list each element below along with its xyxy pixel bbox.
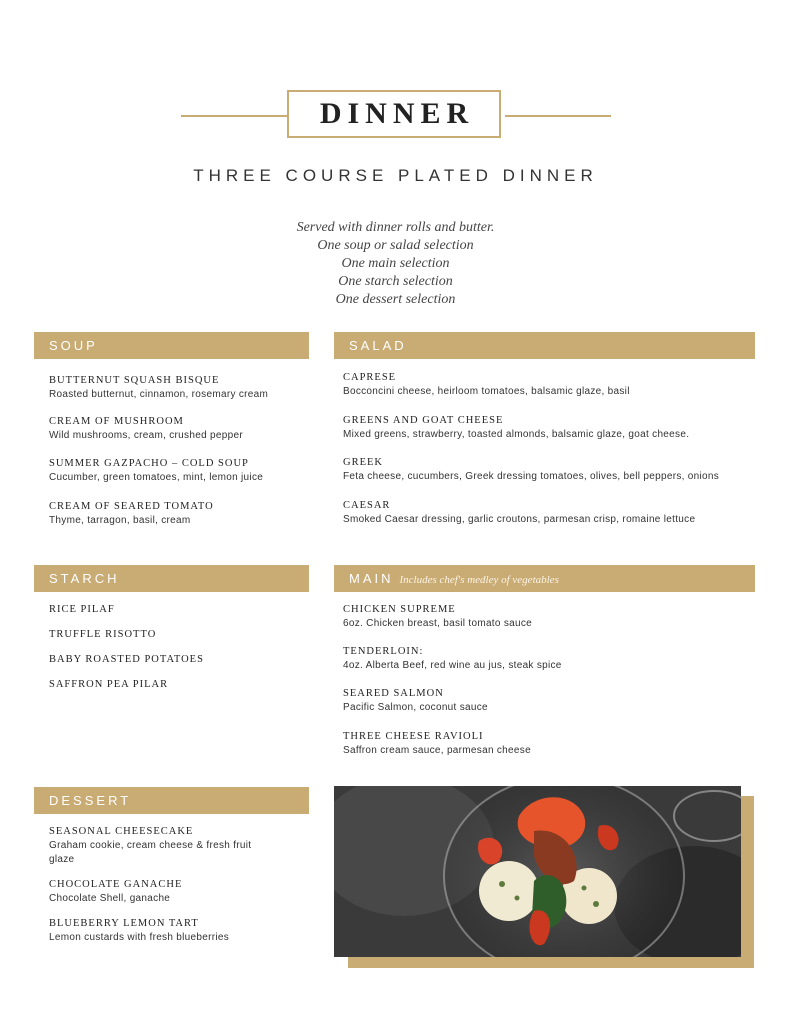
item-name: SUMMER GAZPACHO – COLD SOUP bbox=[49, 458, 249, 469]
item-desc: 4oz. Alberta Beef, red wine au jus, steak spice bbox=[343, 660, 562, 671]
title-block bbox=[181, 90, 611, 142]
item-desc: Wild mushrooms, cream, crushed pepper bbox=[49, 430, 243, 441]
item-name: CREAM OF MUSHROOM bbox=[49, 416, 184, 427]
item-desc: Lemon custards with fresh blueberries bbox=[49, 932, 230, 943]
food-photo bbox=[334, 786, 741, 957]
menu-item bbox=[49, 678, 168, 692]
title-rule-left bbox=[181, 115, 287, 117]
item-desc: Chocolate Shell, ganache bbox=[49, 893, 171, 904]
item-desc: Mixed greens, strawberry, toasted almonds, balsamic glaze, goat cheese. bbox=[343, 429, 690, 440]
section-header-dessert bbox=[34, 787, 309, 814]
menu-item bbox=[49, 825, 264, 867]
item-desc: Smoked Caesar dressing, garlic croutons, parmesan crisp, romaine lettuce bbox=[343, 514, 696, 525]
item-desc: Saffron cream sauce, parmesan cheese bbox=[343, 745, 531, 756]
section-title: MAIN bbox=[349, 571, 394, 586]
item-name: CAESAR bbox=[343, 500, 391, 511]
menu-item bbox=[343, 499, 783, 527]
title-rule-right bbox=[505, 115, 611, 117]
item-name: SEASONAL CHEESECAKE bbox=[49, 826, 194, 837]
item-desc: Pacific Salmon, coconut sauce bbox=[343, 702, 488, 713]
item-name: BABY ROASTED POTATOES bbox=[49, 654, 204, 665]
item-desc: Roasted butternut, cinnamon, rosemary cream bbox=[49, 389, 269, 400]
menu-item bbox=[49, 878, 289, 906]
menu-item bbox=[343, 603, 783, 631]
section-header-main bbox=[334, 565, 755, 592]
section-header-starch bbox=[34, 565, 309, 592]
item-name: GREENS AND GOAT CHEESE bbox=[343, 415, 504, 426]
item-name: BUTTERNUT SQUASH BISQUE bbox=[49, 375, 220, 386]
intro-line: One soup or salad selection bbox=[317, 238, 474, 253]
item-name: TRUFFLE RISOTTO bbox=[49, 629, 157, 640]
intro-line: One main selection bbox=[341, 256, 450, 271]
menu-item bbox=[49, 653, 204, 667]
menu-item bbox=[49, 415, 314, 443]
menu-item bbox=[343, 730, 783, 758]
menu-item bbox=[343, 414, 783, 442]
item-desc: Graham cookie, cream cheese & fresh fruit glaze bbox=[49, 840, 252, 865]
intro-line: One dessert selection bbox=[335, 292, 456, 307]
page-subtitle: THREE COURSE PLATED DINNER bbox=[193, 166, 598, 185]
item-name: SEARED SALMON bbox=[343, 688, 444, 699]
item-desc: Cucumber, green tomatoes, mint, lemon juice bbox=[49, 472, 264, 483]
item-desc: 6oz. Chicken breast, basil tomato sauce bbox=[343, 618, 533, 629]
item-name: THREE CHEESE RAVIOLI bbox=[343, 731, 484, 742]
menu-item bbox=[49, 917, 289, 945]
item-name: CHOCOLATE GANACHE bbox=[49, 879, 183, 890]
menu-item bbox=[343, 456, 783, 484]
item-name: CHICKEN SUPREME bbox=[343, 604, 456, 615]
menu-item bbox=[49, 374, 314, 402]
section-title: SOUP bbox=[49, 338, 98, 353]
menu-item bbox=[343, 687, 783, 715]
item-name: CREAM OF SEARED TOMATO bbox=[49, 501, 214, 512]
section-title: DESSERT bbox=[49, 793, 132, 808]
item-name: CAPRESE bbox=[343, 372, 397, 383]
caprese-glass-image bbox=[334, 786, 741, 957]
intro-text bbox=[0, 219, 791, 309]
item-name: TENDERLOIN: bbox=[343, 646, 424, 657]
item-desc: Bocconcini cheese, heirloom tomatoes, balsamic glaze, basil bbox=[343, 386, 630, 397]
menu-item bbox=[343, 645, 783, 673]
item-name: BLUEBERRY LEMON TART bbox=[49, 918, 199, 929]
menu-item bbox=[49, 457, 314, 485]
menu-item bbox=[343, 371, 783, 399]
section-note: Includes chef's medley of vegetables bbox=[399, 574, 559, 586]
item-name: RICE PILAF bbox=[49, 604, 115, 615]
menu-item bbox=[49, 628, 156, 642]
page-title: DINNER bbox=[287, 90, 501, 138]
section-header-salad bbox=[334, 332, 755, 359]
intro-line: One starch selection bbox=[338, 274, 453, 289]
menu-item bbox=[49, 603, 115, 617]
item-desc: Feta cheese, cucumbers, Greek dressing tomatoes, olives, bell peppers, onions bbox=[343, 471, 720, 482]
section-title: SALAD bbox=[349, 338, 407, 353]
section-header-soup bbox=[34, 332, 309, 359]
section-title: STARCH bbox=[49, 571, 120, 586]
intro-line: Served with dinner rolls and butter. bbox=[296, 220, 495, 235]
item-name: GREEK bbox=[343, 457, 383, 468]
item-desc: Thyme, tarragon, basil, cream bbox=[49, 515, 191, 526]
menu-item bbox=[49, 500, 314, 528]
item-name: SAFFRON PEA PILAR bbox=[49, 679, 169, 690]
